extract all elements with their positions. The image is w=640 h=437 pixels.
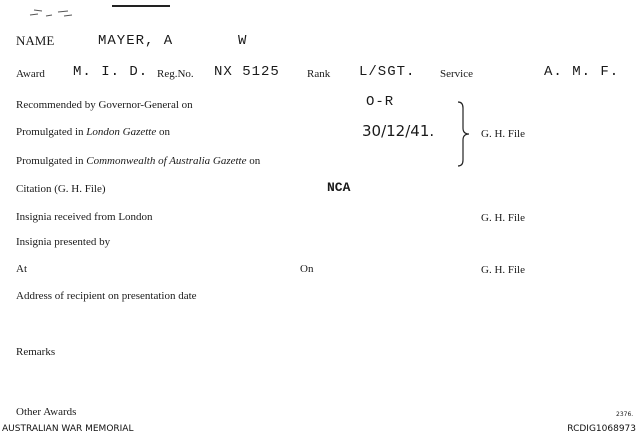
corner-scribble-mark: [28, 6, 78, 20]
regno-value: NX 5125: [214, 64, 280, 80]
promulgated-commonwealth-label: Promulgated in Commonwealth of Australia Gazette on: [16, 155, 261, 167]
recommended-label: Recommended by Governor-General on: [16, 99, 193, 111]
promulgated-london-date: 30/12/41.: [362, 122, 435, 140]
service-label: Service: [440, 68, 473, 80]
footer-institution: AUSTRALIAN WAR MEMORIAL: [2, 424, 134, 434]
on-label: On: [300, 263, 314, 275]
gh-file-insignia: G. H. File: [481, 212, 525, 224]
recommended-value: O-R: [366, 94, 395, 110]
rank-label: Rank: [307, 68, 331, 80]
footer-record-id: RCDIG1068973: [567, 424, 636, 434]
top-rule: [112, 5, 170, 7]
name-initial-value: W: [238, 33, 248, 49]
insignia-received-label: Insignia received from London: [16, 211, 153, 223]
name-surname-value: MAYER, A: [98, 33, 174, 49]
gh-file-promulgation: G. H. File: [481, 128, 525, 140]
citation-value: NCA: [327, 180, 351, 195]
promulgated-london-label: Promulgated in London Gazette on: [16, 126, 171, 138]
form-number: 2376.: [616, 411, 634, 418]
address-label: Address of recipient on presentation date: [16, 290, 197, 302]
name-label: NAME: [16, 33, 55, 48]
service-value: A. M. F.: [544, 64, 620, 80]
at-label: At: [16, 263, 27, 275]
rank-value: L/SGT.: [359, 64, 416, 80]
insignia-presented-label: Insignia presented by: [16, 236, 111, 248]
award-value: M. I. D.: [73, 64, 149, 80]
right-brace: [455, 100, 473, 170]
gh-file-presentation: G. H. File: [481, 264, 525, 276]
remarks-label: Remarks: [16, 346, 56, 358]
regno-label: Reg.No.: [157, 68, 194, 80]
other-awards-label: Other Awards: [16, 406, 77, 418]
citation-label: Citation (G. H. File): [16, 183, 106, 195]
award-label: Award: [16, 68, 45, 80]
